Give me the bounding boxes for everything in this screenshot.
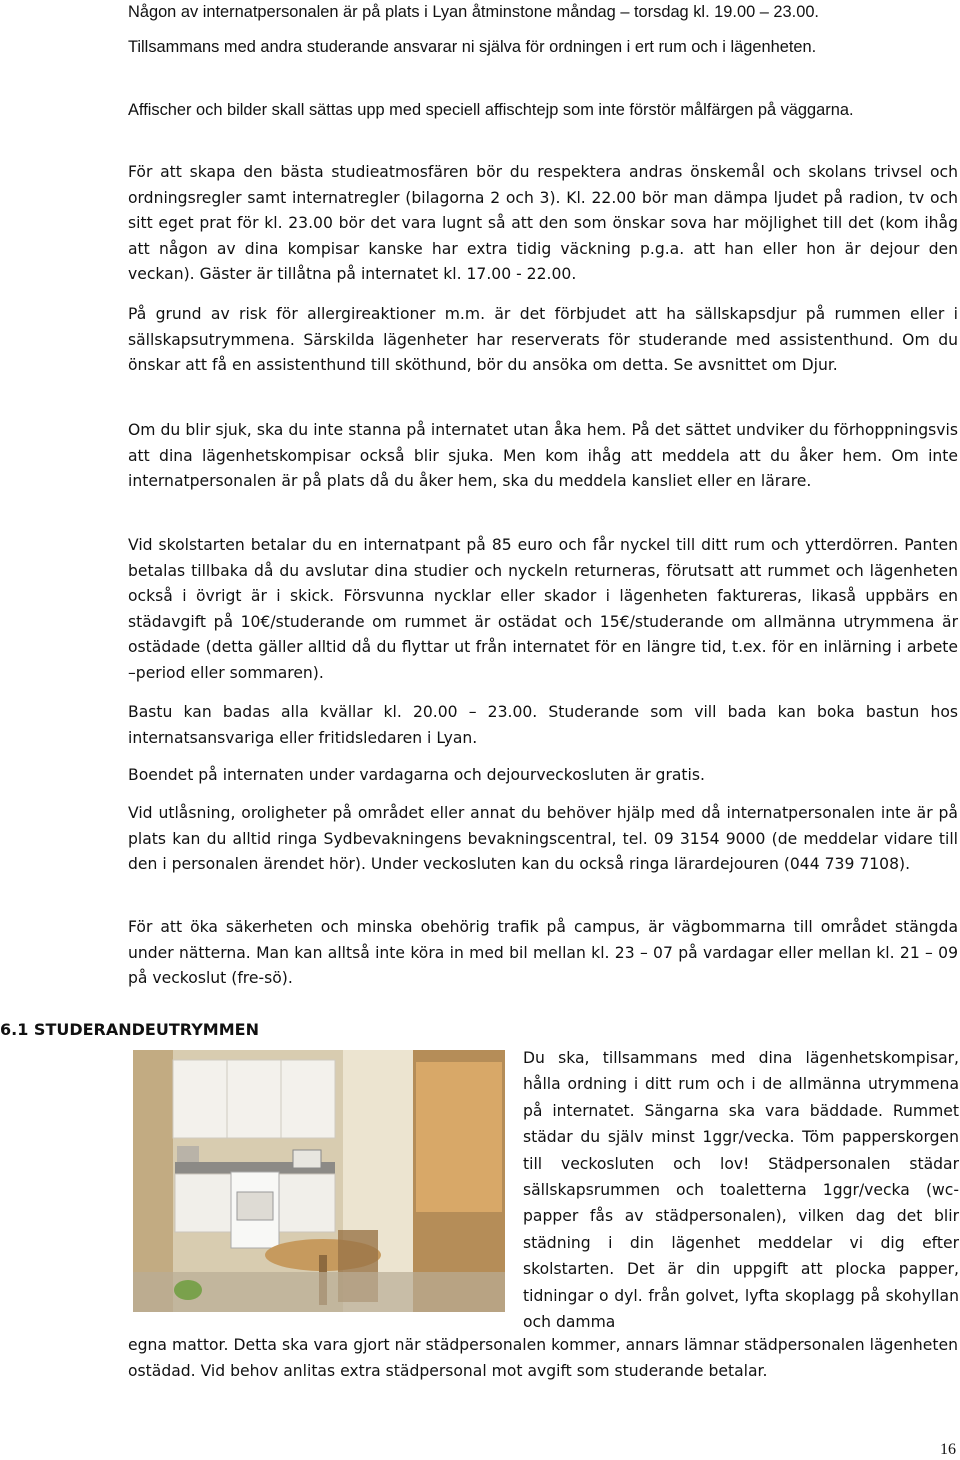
- paragraph-free-housing: Boendet på internaten under vardagarna och dejourveckosluten är gratis.: [128, 766, 705, 784]
- section-side-text: Du ska, tillsammans med dina lägenhetskompisar, hålla ordning i ditt rum och i de allmänna utrymmena på internatet. Sängarna ska vara bäddade. Rummet städar du själv minst 1ggr/vecka. Töm papperskorgen till veckosluten och lov! Städpersonalen städar sällskapsrummen och toaletterna 1ggr/vecka (wc-papper fås av städpersonalen), vilken dag det blir städning i din lägenhet meddelar vi dig efter skolstarten. Det är din uppgift att plocka papper, tidningar o dyl. från golvet, lyfta skoplagg på skohyllan och damma: [523, 1049, 959, 1332]
- page-number: 16: [940, 1441, 956, 1458]
- paragraph-illness: Om du blir sjuk, ska du inte stanna på internatet utan åka hem. På det sättet undviker du förhoppningsvis att dina lägenhetskompisar också blir sjuka. Men kom ihåg att meddela att du åker hem. Om inte internatpersonalen är på plats då du åker hem, ska du meddela kansliet eller en lärare.: [128, 421, 958, 491]
- paragraph-order-responsibility: Tillsammans med andra studerande ansvarar ni själva för ordningen i ert rum och i lägenheten.: [128, 38, 817, 56]
- section-heading: 6.1 STUDERANDEUTRYMMEN: [0, 1020, 259, 1039]
- paragraph-road-barriers: För att öka säkerheten och minska obehörig trafik på campus, är vägbommarna till området stängda under nätterna. Man kan alltså inte köra in med bil mellan kl. 23 – 07 på vardagar eller mellan kl. 21 – 09 på veckoslut (fre-sö).: [128, 918, 958, 988]
- paragraph-pets: På grund av risk för allergireaktioner m.m. är det förbjudet att ha sällskapsdjur på rummen eller i sällskapsutrymmena. Särskilda lägenheter har reserverats för studerande med assistenthund. Om du önskar att få en assistenthund till sköthund, bör du ansöka om detta. Se avsnittet om Djur.: [128, 305, 958, 375]
- kitchen-photo: [133, 1050, 505, 1312]
- paragraph-sauna: Bastu kan badas alla kvällar kl. 20.00 – 23.00. Studerande som vill bada kan boka bastun hos internatsansvariga eller fritidsledaren i Lyan.: [128, 703, 958, 747]
- paragraph-security-contact: Vid utlåsning, oroligheter på området eller annat du behöver hjälp med då internatpersonalen inte är på plats kan du alltid ringa Sydbevakningens bevakningscentral, tel. 09 3154 9000 (de meddelar vidare till den i personalen ärendet hör). Under veckosluten kan du också ringa lärardejouren (044 739 7108).: [128, 804, 958, 874]
- paragraph-deposit: Vid skolstarten betalar du en internatpant på 85 euro och får nyckel till ditt rum och ytterdörren. Panten betalas tillbaka då du avslutar dina studier och nyckeln returneras, förutsatt att rummet och lägenheten också i övrigt är i skick. Försvunna nycklar eller skador i lägenheten faktureras, likaså uppbärs en städavgift på 10€/studerande om rummet är ostädat och 15€/studerande om allmänna utrymmena är ostädade (detta gäller alltid då du flyttar ut från internatet för en längre tid, t.ex. för en inlärning i arbete –period eller sommaren).: [128, 536, 958, 682]
- section-tail-text: egna mattor. Detta ska vara gjort när städpersonalen kommer, annars lämnar städpersonalen lägenheten ostädad. Vid behov anlitas extra städpersonal mot avgift som studerande betalar.: [128, 1336, 958, 1380]
- paragraph-lyan-hours: Någon av internatpersonalen är på plats i Lyan åtminstone måndag – torsdag kl. 19.00 – 23.00.: [128, 3, 819, 21]
- paragraph-study-atmosphere: För att skapa den bästa studieatmosfären bör du respektera andras önskemål och skolans trivsel och ordningsregler samt internatregler (bilagorna 2 och 3). Kl. 22.00 bör man dämpa ljudet på radion, tv och sitt eget prat för kl. 23.00 bör det vara lugnt så att den som önskar sova har möjlighet till det (kom ihåg att någon av dina kompisar kanske har extra tidig väckning p.g.a. att han eller hon är dejour den veckan). Gäster är tillåtna på internatet kl. 17.00 - 22.00.: [128, 163, 958, 284]
- paragraph-posters: Affischer och bilder skall sättas upp med speciell affischtejp som inte förstör målfärgen på väggarna.: [128, 101, 854, 119]
